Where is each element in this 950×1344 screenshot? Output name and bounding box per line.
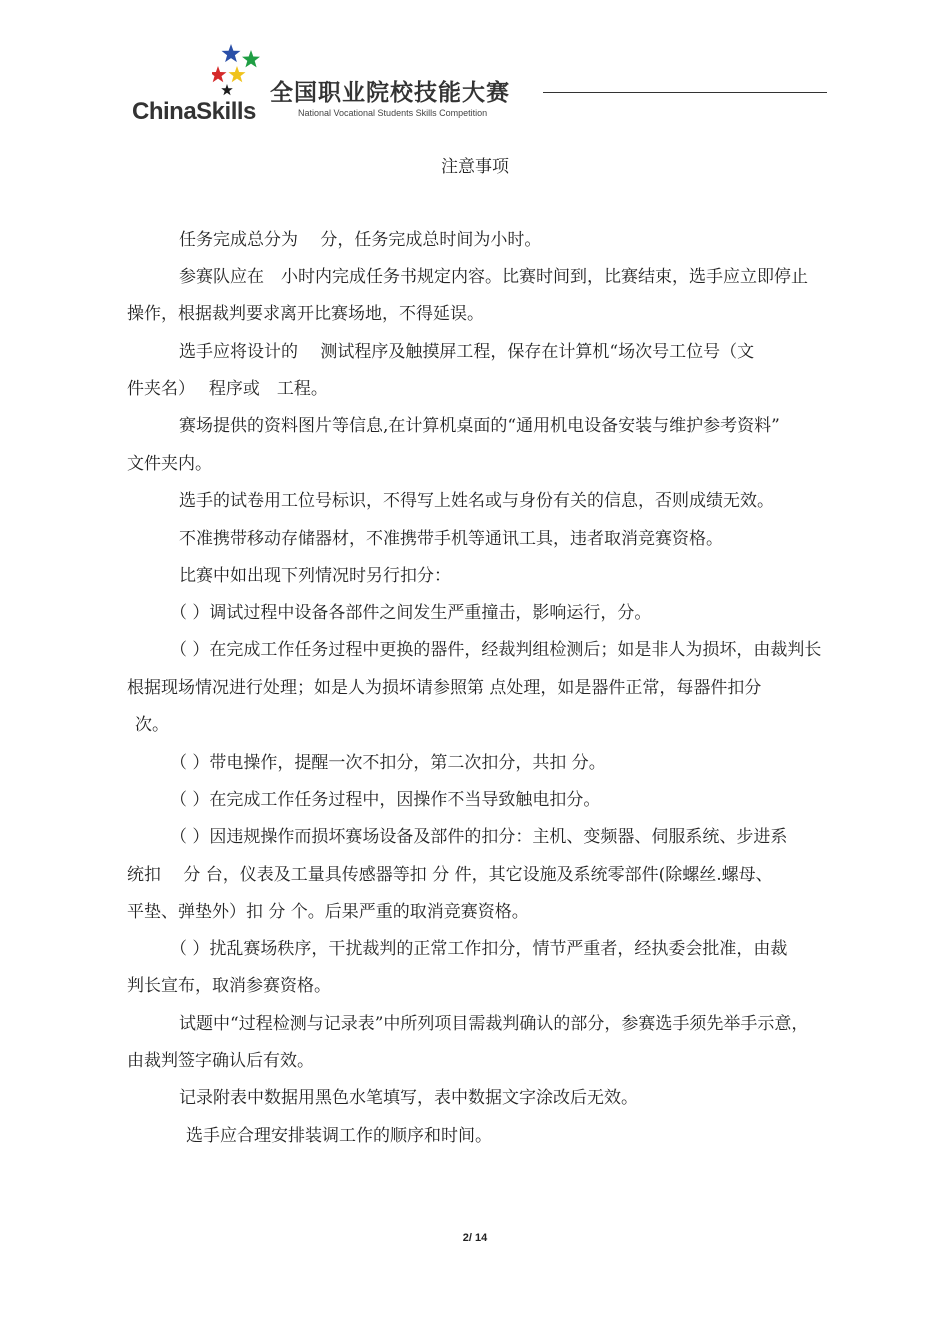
body-line: （ ）带电操作，提醒一次不扣分，第二次扣分，共扣 分。	[170, 753, 606, 773]
body-line: 赛场提供的资料图片等信息,在计算机桌面的“通用机电设备安装与维护参考资料”	[179, 416, 780, 436]
body-line: 不准携带移动存储器材，不准携带手机等通讯工具，违者取消竞赛资格。	[179, 529, 723, 549]
body-line: （ ）在完成工作任务过程中更换的器件，经裁判组检测后；如是非人为损坏，由裁判长	[170, 640, 822, 660]
header-rule	[543, 92, 827, 93]
body-line: 文件夹内。	[127, 454, 212, 474]
body-line: （ ）调试过程中设备各部件之间发生严重撞击，影响运行，分。	[170, 603, 652, 623]
body-line: 选手应将设计的 测试程序及触摸屏工程，保存在计算机“场次号工位号（文	[179, 342, 755, 362]
body-line: 选手的试卷用工位号标识，不得写上姓名或与身份有关的信息，否则成绩无效。	[179, 491, 774, 511]
body-line: （ ）在完成工作任务过程中，因操作不当导致触电扣分。	[170, 790, 601, 810]
competition-title-cn: 全国职业院校技能大赛	[270, 80, 510, 106]
body-line: 平垫、弹垫外）扣 分 个。后果严重的取消竞赛资格。	[127, 902, 529, 922]
body-line: 统扣 分 台，仪表及工量具传感器等扣 分 件，其它设施及系统零部件(除螺丝.螺母、	[127, 865, 773, 885]
body-line: 操作，根据裁判要求离开比赛场地，不得延误。	[127, 304, 484, 324]
body-line: 由裁判签字确认后有效。	[127, 1051, 314, 1071]
body-line: 参赛队应在 小时内完成任务书规定内容。比赛时间到，比赛结束，选手应立即停止	[179, 267, 808, 287]
star-green-icon	[242, 50, 260, 67]
body-line: 次。	[135, 715, 169, 735]
star-red-icon	[212, 66, 227, 82]
page-title: 注意事项	[441, 157, 509, 177]
star-yellow-icon	[229, 66, 246, 82]
body-line: 任务完成总分为 分，任务完成总时间为小时。	[179, 230, 542, 250]
chinaskills-logo-stars	[212, 44, 272, 100]
star-blue-icon	[222, 44, 241, 62]
page-number: 2/ 14	[462, 1232, 488, 1244]
body-line: 选手应合理安排装调工作的顺序和时间。	[186, 1126, 492, 1146]
competition-title-en: National Vocational Students Skills Competition	[298, 108, 488, 118]
body-line: 件夹名） 程序或 工程。	[127, 379, 328, 399]
body-line: （ ）扰乱赛场秩序，干扰裁判的正常工作扣分，情节严重者，经执委会批准，由裁	[170, 939, 788, 959]
body-line: （ ）因违规操作而损坏赛场设备及部件的扣分：主机、变频器、伺服系统、步进系	[170, 827, 788, 847]
star-black-icon	[221, 84, 233, 95]
body-line: 比赛中如出现下列情况时另行扣分：	[179, 566, 451, 586]
logo-text: ChinaSkills	[132, 98, 256, 125]
body-line: 试题中“过程检测与记录表”中所列项目需裁判确认的部分，参赛选手须先举手示意，	[179, 1014, 809, 1034]
body-line: 记录附表中数据用黑色水笔填写，表中数据文字涂改后无效。	[179, 1088, 638, 1108]
page-header	[128, 40, 838, 135]
body-line: 根据现场情况进行处理；如是人为损坏请参照第 点处理，如是器件正常，每器件扣分	[127, 678, 762, 698]
body-line: 判长宣布，取消参赛资格。	[127, 976, 331, 996]
